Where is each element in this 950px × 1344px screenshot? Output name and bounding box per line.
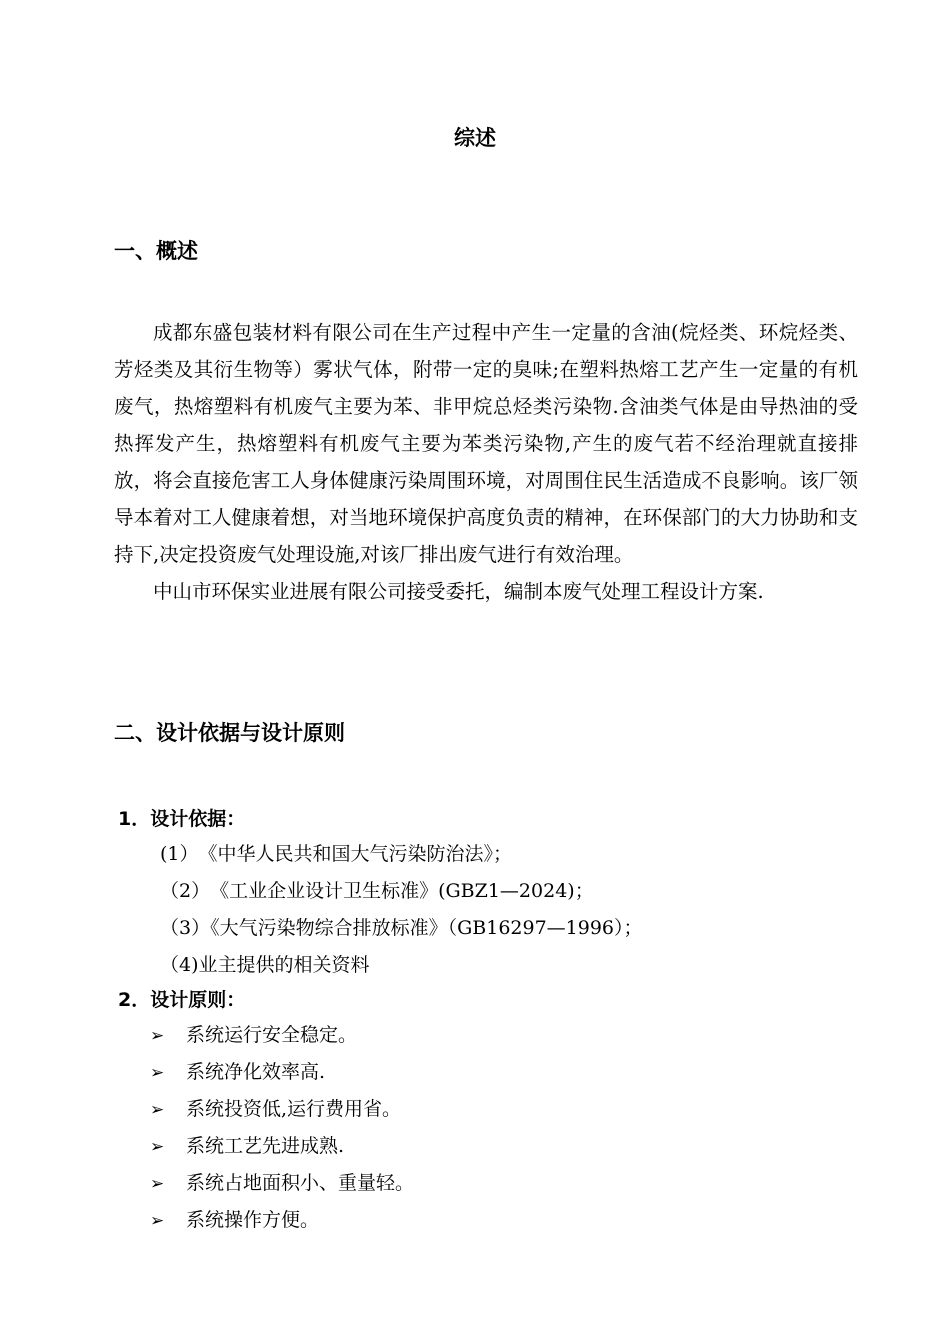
overview-paragraph: 成都东盛包装材料有限公司在生产过程中产生一定量的含油(烷烃类、环烷烃类、芳烃类及其衍生物等）雾状气体，附带一定的臭味;在塑料热熔工艺产生一定量的有机废气，热熔塑料有机废气主要为苯、非甲烷总烃类污染物.含油类气体是由导热油的受热挥发产生，热熔塑料有机废气主要为苯类污染物,产生的废气若不经治理就直接排放，将会直接危害工人身体健康污染周围环境，对周围住民生活造成不良影响。该厂领导本着对工人健康着想，对当地环境保护高度负责的精神，在环保部门的大力协助和支持下,决定投资废气处理设施,对该厂排出废气进行有效治理。 [114,321,858,566]
list-item: （2） 《工业企业设计卫生标准》(GBZ1—2024)； [160,880,594,902]
arrow-bullet-icon: ➢ [150,1174,165,1194]
list-item [150,1202,414,1239]
overview-paragraph: 中山市环保实业进展有限公司接受委托，编制本废气处理工程设计方案. [153,580,764,603]
arrow-bullet-icon: ➢ [150,1026,165,1046]
list-item-text: 系统净化效率高. [186,1061,326,1083]
design-principles-list [150,1017,414,1239]
list-item-text: 系统工艺先进成熟. [186,1135,345,1157]
overview-body [114,314,858,610]
section-heading-overview: 一、概述 [114,239,198,263]
list-item: （3）《大气污染物综合排放标准》（GB16297—1996）； [160,917,643,939]
list-item: （4)业主提供的相关资料 [160,954,370,976]
list-item-text: 系统操作方便。 [186,1209,320,1231]
list-item [150,1017,414,1054]
arrow-bullet-icon: ➢ [150,1211,165,1231]
list-item-text: 系统运行安全稳定。 [186,1024,358,1046]
list-item-text: 系统占地面积小、重量轻。 [186,1172,415,1194]
page-title: 综述 [454,126,496,150]
list-item-text: 系统投资低,运行费用省。 [186,1098,402,1120]
arrow-bullet-icon: ➢ [150,1100,165,1120]
list-item [150,1165,414,1202]
subheading-design-basis: 1．设计依据： [118,808,246,830]
section-heading-design: 二、设计依据与设计原则 [114,721,345,745]
arrow-bullet-icon: ➢ [150,1137,165,1157]
arrow-bullet-icon: ➢ [150,1063,165,1083]
list-item [150,1128,414,1165]
subheading-design-principles: 2．设计原则： [118,989,246,1011]
list-item: (1） 《中华人民共和国大气污染防治法》； [160,843,513,865]
list-item [150,1091,414,1128]
list-item [150,1054,414,1091]
design-basis-list [160,836,643,984]
